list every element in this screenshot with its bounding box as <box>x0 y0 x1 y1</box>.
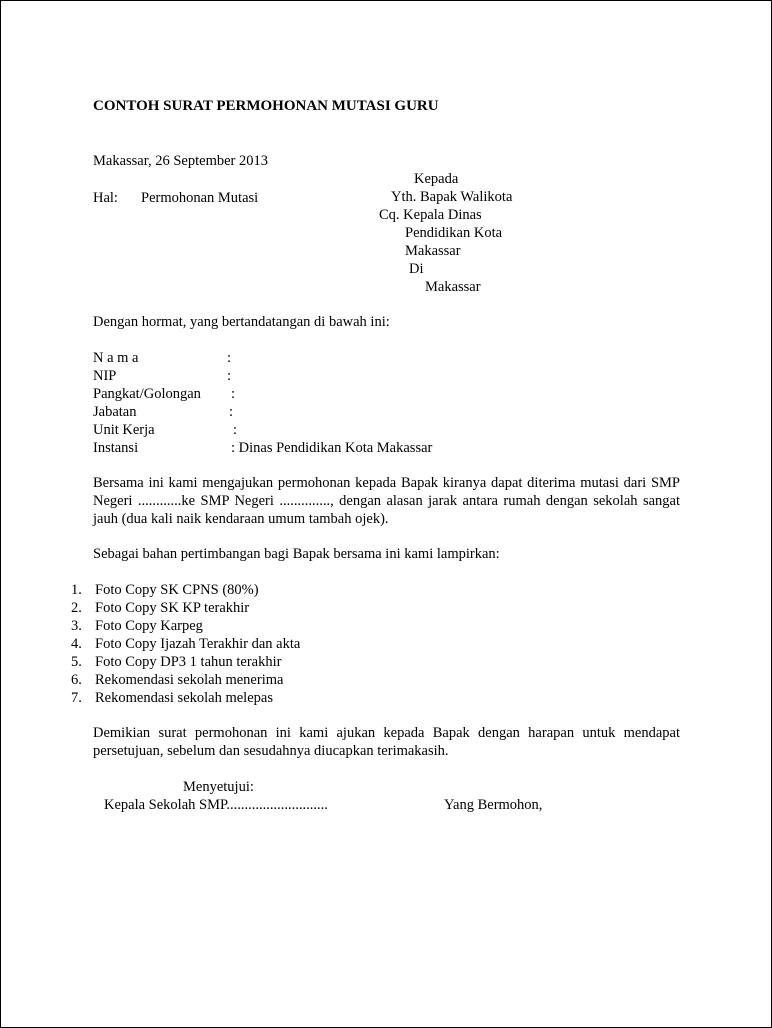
subject-value: Permohonan Mutasi <box>141 190 259 206</box>
field-label-instansi: Instansi <box>93 440 139 456</box>
attachments-intro: Sebagai bahan pertimbangan bagi Bapak bersama ini kami lampirkan: <box>93 546 500 562</box>
attachment-number: 3. <box>71 618 82 634</box>
attachment-item: Rekomendasi sekolah melepas <box>95 690 273 706</box>
applicant-signature-label: Yang Bermohon, <box>444 797 543 813</box>
attachment-number: 6. <box>71 672 82 688</box>
recipient-line-6: Makassar <box>425 279 481 295</box>
document-title: CONTOH SURAT PERMOHONAN MUTASI GURU <box>93 98 439 114</box>
field-colon-nip: : <box>227 368 232 384</box>
recipient-line-3: Pendidikan Kota <box>405 225 503 241</box>
principal-signature-label: Kepala Sekolah SMP............................ <box>104 797 328 813</box>
recipient-line-2: Cq. Kepala Dinas <box>379 207 482 223</box>
date-line: Makassar, 26 September 2013 <box>93 153 268 169</box>
attachment-item: Foto Copy SK KP terakhir <box>95 600 250 616</box>
attachment-number: 2. <box>71 600 82 616</box>
field-label-nip: NIP <box>93 368 117 384</box>
attachment-number: 1. <box>71 582 82 598</box>
field-label-nama: N a m a <box>93 350 139 366</box>
recipient-line-1: Yth. Bapak Walikota <box>391 189 513 205</box>
field-label-unit-kerja: Unit Kerja <box>93 422 155 438</box>
attachment-item: Rekomendasi sekolah menerima <box>95 672 284 688</box>
approval-label: Menyetujui: <box>183 779 254 795</box>
attachment-number: 4. <box>71 636 82 652</box>
field-colon-unit-kerja: : <box>233 422 238 438</box>
recipient-to: Kepada <box>414 171 459 187</box>
field-colon-nama: : <box>227 350 232 366</box>
recipient-line-5: Di <box>409 261 424 277</box>
attachment-item: Foto Copy Ijazah Terakhir dan akta <box>95 636 301 652</box>
attachment-item: Foto Copy DP3 1 tahun terakhir <box>95 654 282 670</box>
attachment-item: Foto Copy Karpeg <box>95 618 203 634</box>
field-colon-jabatan: : <box>229 404 234 420</box>
greeting: Dengan hormat, yang bertandatangan di bawah ini: <box>93 314 390 330</box>
field-label-pangkat: Pangkat/Golongan <box>93 386 201 402</box>
closing-paragraph: Demikian surat permohonan ini kami ajukan kepada Bapak dengan harapan untuk mendapat persetujuan, sebelum dan sesudahnya diucapkan terimakasih. <box>93 725 680 759</box>
body-paragraph: Bersama ini kami mengajukan permohonan kepada Bapak kiranya dapat diterima mutasi dari SMP Negeri ............ke SMP Negeri .............., dengan alasan jarak antara rumah dengan sekolah sangat jauh (dua kali naik kendaraan umum tambah ojek). <box>93 475 680 527</box>
field-value-instansi: : Dinas Pendidikan Kota Makassar <box>231 440 433 456</box>
attachment-number: 7. <box>71 690 82 706</box>
field-colon-pangkat: : <box>231 386 236 402</box>
subject-label: Hal: <box>93 190 118 206</box>
attachment-number: 5. <box>71 654 82 670</box>
attachment-item: Foto Copy SK CPNS (80%) <box>95 582 259 598</box>
recipient-line-4: Makassar <box>405 243 461 259</box>
field-label-jabatan: Jabatan <box>93 404 137 420</box>
